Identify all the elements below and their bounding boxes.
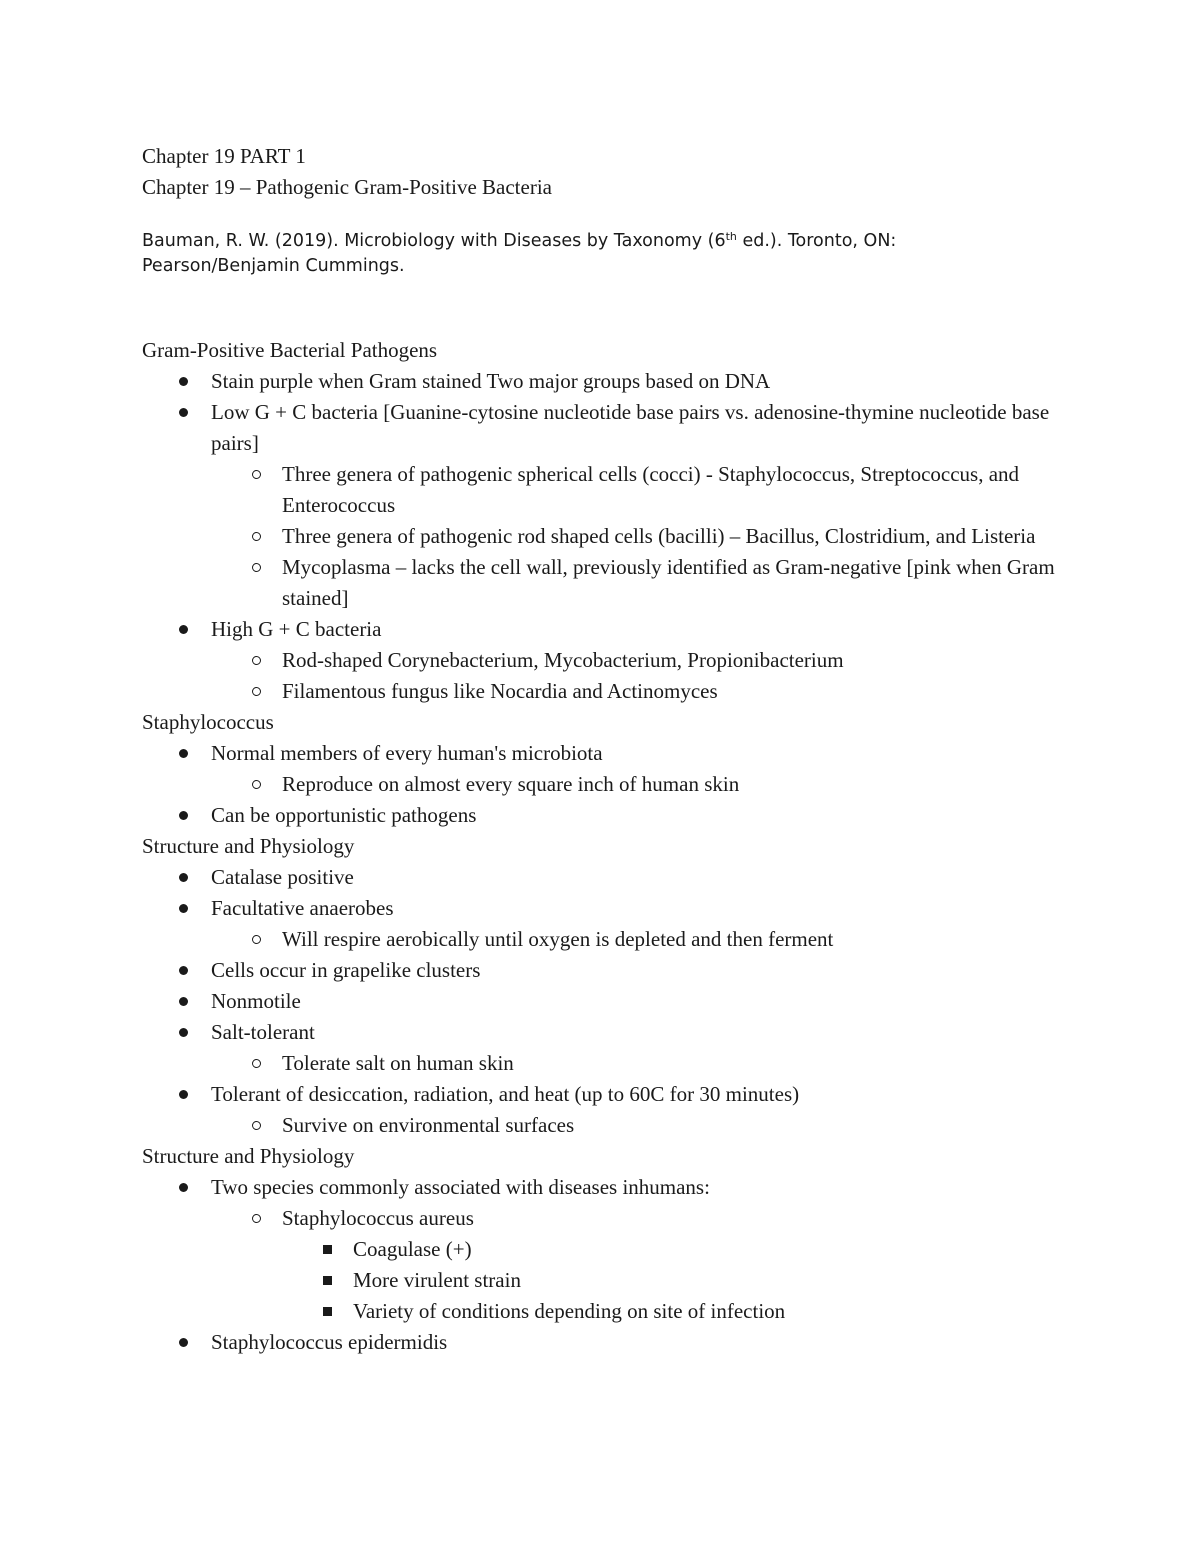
bullet-item-level-1 [142, 800, 1102, 831]
bullet-item-level-3 [142, 1234, 1102, 1265]
bullet-item-level-1 [142, 893, 1102, 924]
bullet-text: Mycoplasma – lacks the cell wall, previously identified as Gram-negative [pink when Gram stained] [282, 555, 1055, 610]
filled-bullet-icon [176, 366, 190, 397]
section-heading: Gram-Positive Bacterial Pathogens [142, 338, 438, 362]
bullet-item-level-1 [142, 1172, 1102, 1203]
bullet-item-level-1 [142, 366, 1102, 397]
hollow-bullet-icon [249, 676, 263, 707]
filled-bullet-icon [176, 1079, 190, 1110]
filled-bullet-icon [176, 1327, 190, 1358]
bullet-text: Survive on environmental surfaces [282, 1113, 575, 1137]
bullet-text: High G + C bacteria [211, 617, 382, 641]
bullet-item-level-2 [142, 1110, 1102, 1141]
bullet-item-level-2 [142, 924, 1102, 955]
bullet-text: Staphylococcus aureus [282, 1206, 474, 1230]
citation-text: Bauman, R. W. (2019). Microbiology with Diseases by Taxonomy (6 [142, 231, 726, 251]
hollow-bullet-icon [249, 459, 263, 490]
bullet-text: Catalase positive [211, 865, 354, 889]
bullet-text: Tolerant of desiccation, radiation, and heat (up to 60C for 30 minutes) [211, 1082, 800, 1106]
filled-bullet-icon [176, 738, 190, 769]
bullet-item-level-2 [142, 645, 1102, 676]
bullet-item-level-2 [142, 1048, 1102, 1079]
filled-bullet-icon [176, 955, 190, 986]
bullet-item-level-2 [142, 769, 1102, 800]
bullet-item-level-1 [142, 614, 1102, 645]
bullet-text: Low G + C bacteria [Guanine-cytosine nucleotide base pairs vs. adenosine-thymine nucleotide base pairs] [211, 400, 1050, 455]
bullet-text: Rod-shaped Corynebacterium, Mycobacterium, Propionibacterium [282, 648, 844, 672]
bullet-item-level-2 [142, 676, 1102, 707]
filled-bullet-icon [176, 986, 190, 1017]
bullet-text: More virulent strain [353, 1268, 521, 1292]
hollow-bullet-icon [249, 769, 263, 800]
bullet-text: Coagulase (+) [353, 1237, 472, 1261]
filled-bullet-icon [176, 862, 190, 893]
filled-bullet-icon [176, 397, 190, 428]
filled-bullet-icon [176, 1017, 190, 1048]
bullet-text: Variety of conditions depending on site of infection [353, 1299, 786, 1323]
bullet-text: Staphylococcus epidermidis [211, 1330, 448, 1354]
bullet-item-level-2 [142, 552, 1102, 614]
filled-bullet-icon [176, 614, 190, 645]
notes-body [142, 335, 1102, 1358]
square-bullet-icon [320, 1234, 334, 1265]
chapter-part-title: Chapter 19 PART 1 [142, 144, 306, 168]
bullet-text: Facultative anaerobes [211, 896, 394, 920]
hollow-bullet-icon [249, 552, 263, 583]
filled-bullet-icon [176, 1172, 190, 1203]
chapter-title: Chapter 19 – Pathogenic Gram-Positive Bacteria [142, 175, 552, 199]
bullet-text: Two species commonly associated with diseases inhumans: [211, 1175, 710, 1199]
bullet-text: Filamentous fungus like Nocardia and Actinomyces [282, 679, 718, 703]
bullet-text: Nonmotile [211, 989, 301, 1013]
bullet-text: Cells occur in grapelike clusters [211, 958, 481, 982]
square-bullet-icon [320, 1296, 334, 1327]
bullet-item-level-2 [142, 521, 1102, 552]
edition-superscript: th [725, 230, 737, 243]
citation-text-end: ed.). Toronto, ON: Pearson/Benjamin Cummings. [142, 231, 897, 276]
hollow-bullet-icon [249, 1110, 263, 1141]
bullet-text: Reproduce on almost every square inch of human skin [282, 772, 740, 796]
bullet-text: Will respire aerobically until oxygen is depleted and then ferment [282, 927, 834, 951]
bullet-item-level-1 [142, 955, 1102, 986]
bullet-text: Three genera of pathogenic rod shaped cells (bacilli) – Bacillus, Clostridium, and Listeria [282, 524, 1036, 548]
bullet-text: Stain purple when Gram stained Two major groups based on DNA [211, 369, 771, 393]
bullet-item-level-1 [142, 397, 1102, 459]
filled-bullet-icon [176, 800, 190, 831]
hollow-bullet-icon [249, 1203, 263, 1234]
filled-bullet-icon [176, 893, 190, 924]
bullet-item-level-1 [142, 1017, 1102, 1048]
bullet-text: Tolerate salt on human skin [282, 1051, 514, 1075]
bullet-item-level-3 [142, 1296, 1102, 1327]
hollow-bullet-icon [249, 1048, 263, 1079]
bullet-text: Normal members of every human's microbiota [211, 741, 603, 765]
bullet-item-level-1 [142, 738, 1102, 769]
section-heading: Structure and Physiology [142, 1144, 355, 1168]
bullet-item-level-1 [142, 986, 1102, 1017]
square-bullet-icon [320, 1265, 334, 1296]
reference-citation [142, 229, 1042, 279]
bullet-text: Salt-tolerant [211, 1020, 315, 1044]
bullet-item-level-1 [142, 1327, 1102, 1358]
hollow-bullet-icon [249, 521, 263, 552]
hollow-bullet-icon [249, 924, 263, 955]
bullet-item-level-1 [142, 1079, 1102, 1110]
section-heading: Structure and Physiology [142, 834, 355, 858]
bullet-item-level-2 [142, 459, 1102, 521]
hollow-bullet-icon [249, 645, 263, 676]
bullet-item-level-1 [142, 862, 1102, 893]
bullet-text: Can be opportunistic pathogens [211, 803, 477, 827]
section-heading: Staphylococcus [142, 710, 274, 734]
bullet-text: Three genera of pathogenic spherical cells (cocci) - Staphylococcus, Streptococcus, and Enterococcus [282, 462, 1020, 517]
bullet-item-level-2 [142, 1203, 1102, 1234]
bullet-item-level-3 [142, 1265, 1102, 1296]
